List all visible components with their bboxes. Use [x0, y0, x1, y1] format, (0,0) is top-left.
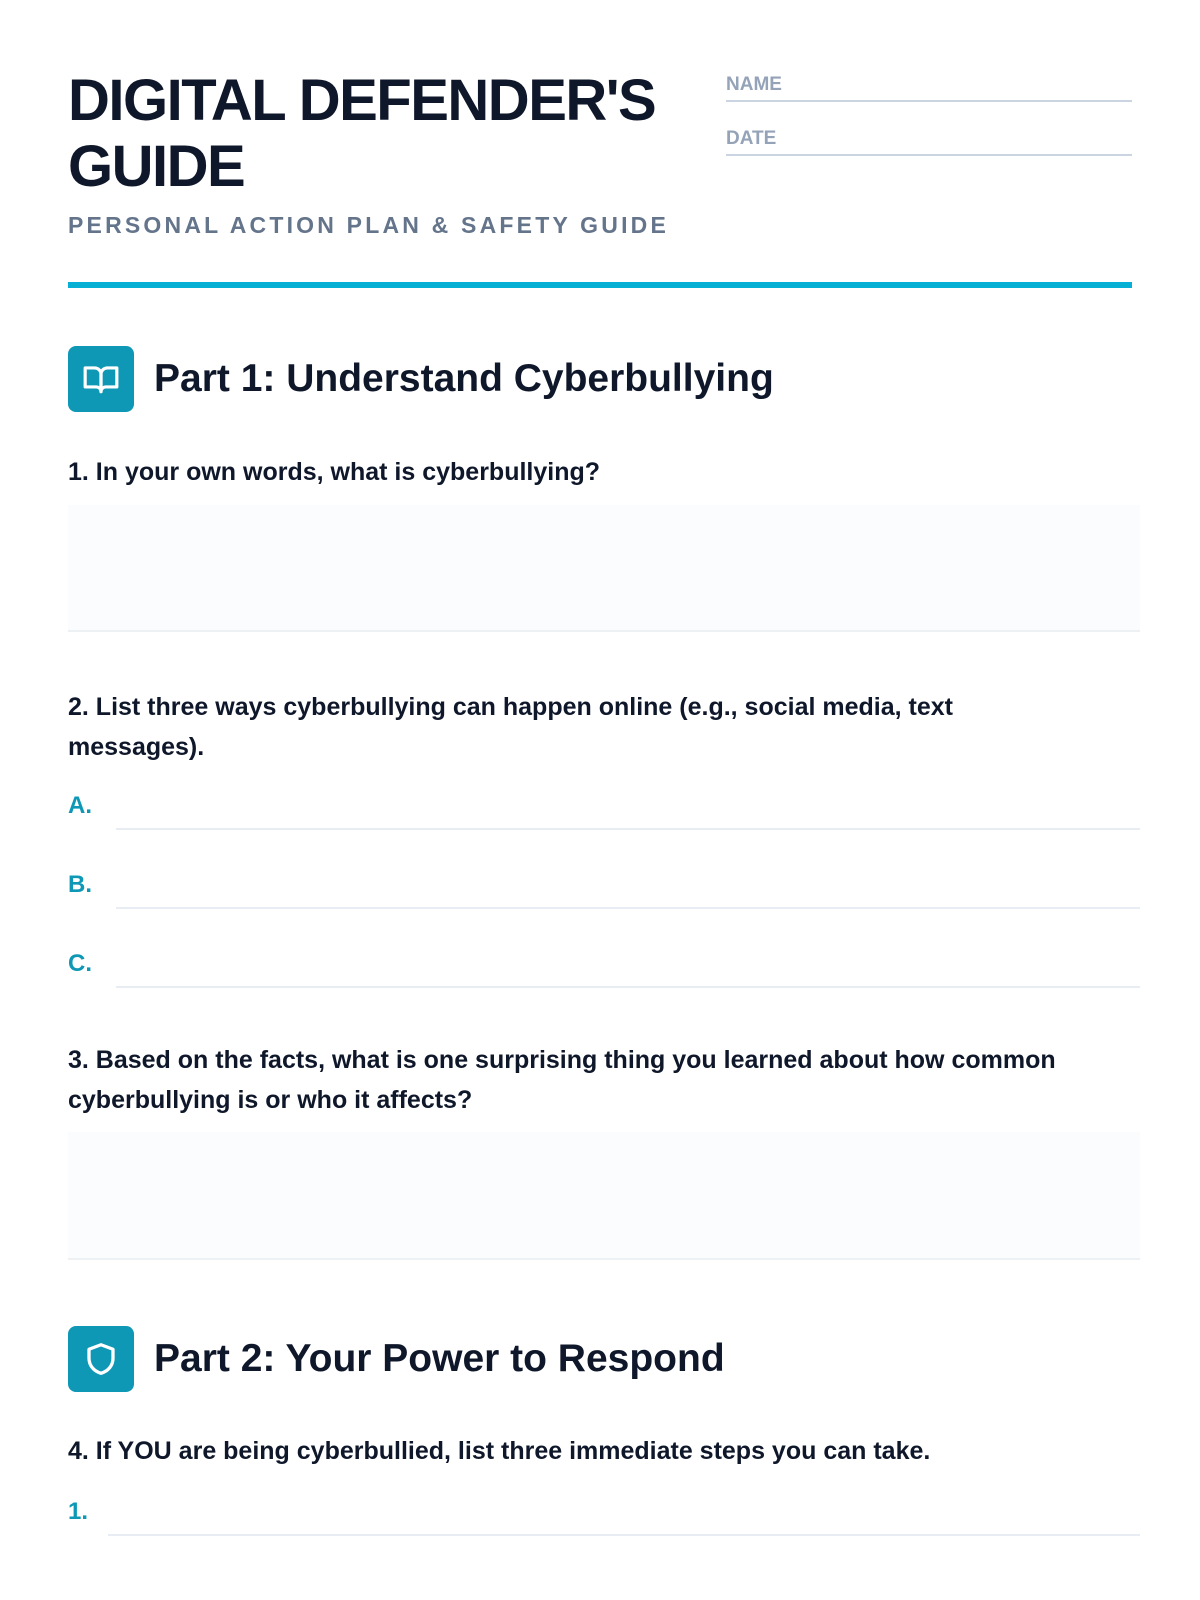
student-info	[726, 72, 1132, 180]
answer-box-question-1[interactable]	[68, 505, 1140, 632]
name-field[interactable]	[726, 72, 1132, 102]
worksheet-header	[68, 0, 1132, 290]
section-title-part-2: Part 2: Your Power to Respond	[154, 1337, 725, 1380]
question-1: 1. In your own words, what is cyberbullying?	[68, 458, 601, 486]
shield-icon	[68, 1326, 134, 1392]
header-divider	[68, 282, 1132, 288]
answer-line-a[interactable]	[68, 790, 1140, 830]
answer-label-c: C.	[68, 950, 92, 977]
open-book-icon	[68, 346, 134, 412]
section-header-part-1	[68, 346, 774, 412]
page-title: DIGITAL DEFENDER'S GUIDE	[68, 68, 656, 199]
answer-line-c[interactable]	[68, 948, 1140, 988]
answer-rule	[116, 986, 1140, 988]
section-header-part-2	[68, 1326, 725, 1392]
page-subtitle: PERSONAL ACTION PLAN & SAFETY GUIDE	[68, 212, 670, 238]
section-title-part-1: Part 1: Understand Cyberbullying	[154, 357, 774, 400]
date-label: DATE	[726, 128, 777, 149]
question-4: 4. If YOU are being cyberbullied, list three immediate steps you can take.	[68, 1437, 931, 1465]
answer-label-b: B.	[68, 871, 92, 898]
answer-rule	[116, 907, 1140, 909]
answer-label-a: A.	[68, 792, 92, 819]
answer-line-1[interactable]	[68, 1496, 1140, 1536]
answer-label-1: 1.	[68, 1498, 89, 1525]
question-2: 2. List three ways cyberbullying can happen online (e.g., social media, text messages).	[68, 693, 953, 761]
question-3: 3. Based on the facts, what is one surprising thing you learned about how common cyberbullying is or who it affects?	[68, 1046, 1056, 1114]
answer-rule	[116, 828, 1140, 830]
date-field[interactable]	[726, 126, 1132, 156]
answer-rule	[108, 1534, 1140, 1536]
name-label: NAME	[726, 74, 782, 95]
answer-box-question-3[interactable]	[68, 1132, 1140, 1260]
answer-line-b[interactable]	[68, 869, 1140, 909]
